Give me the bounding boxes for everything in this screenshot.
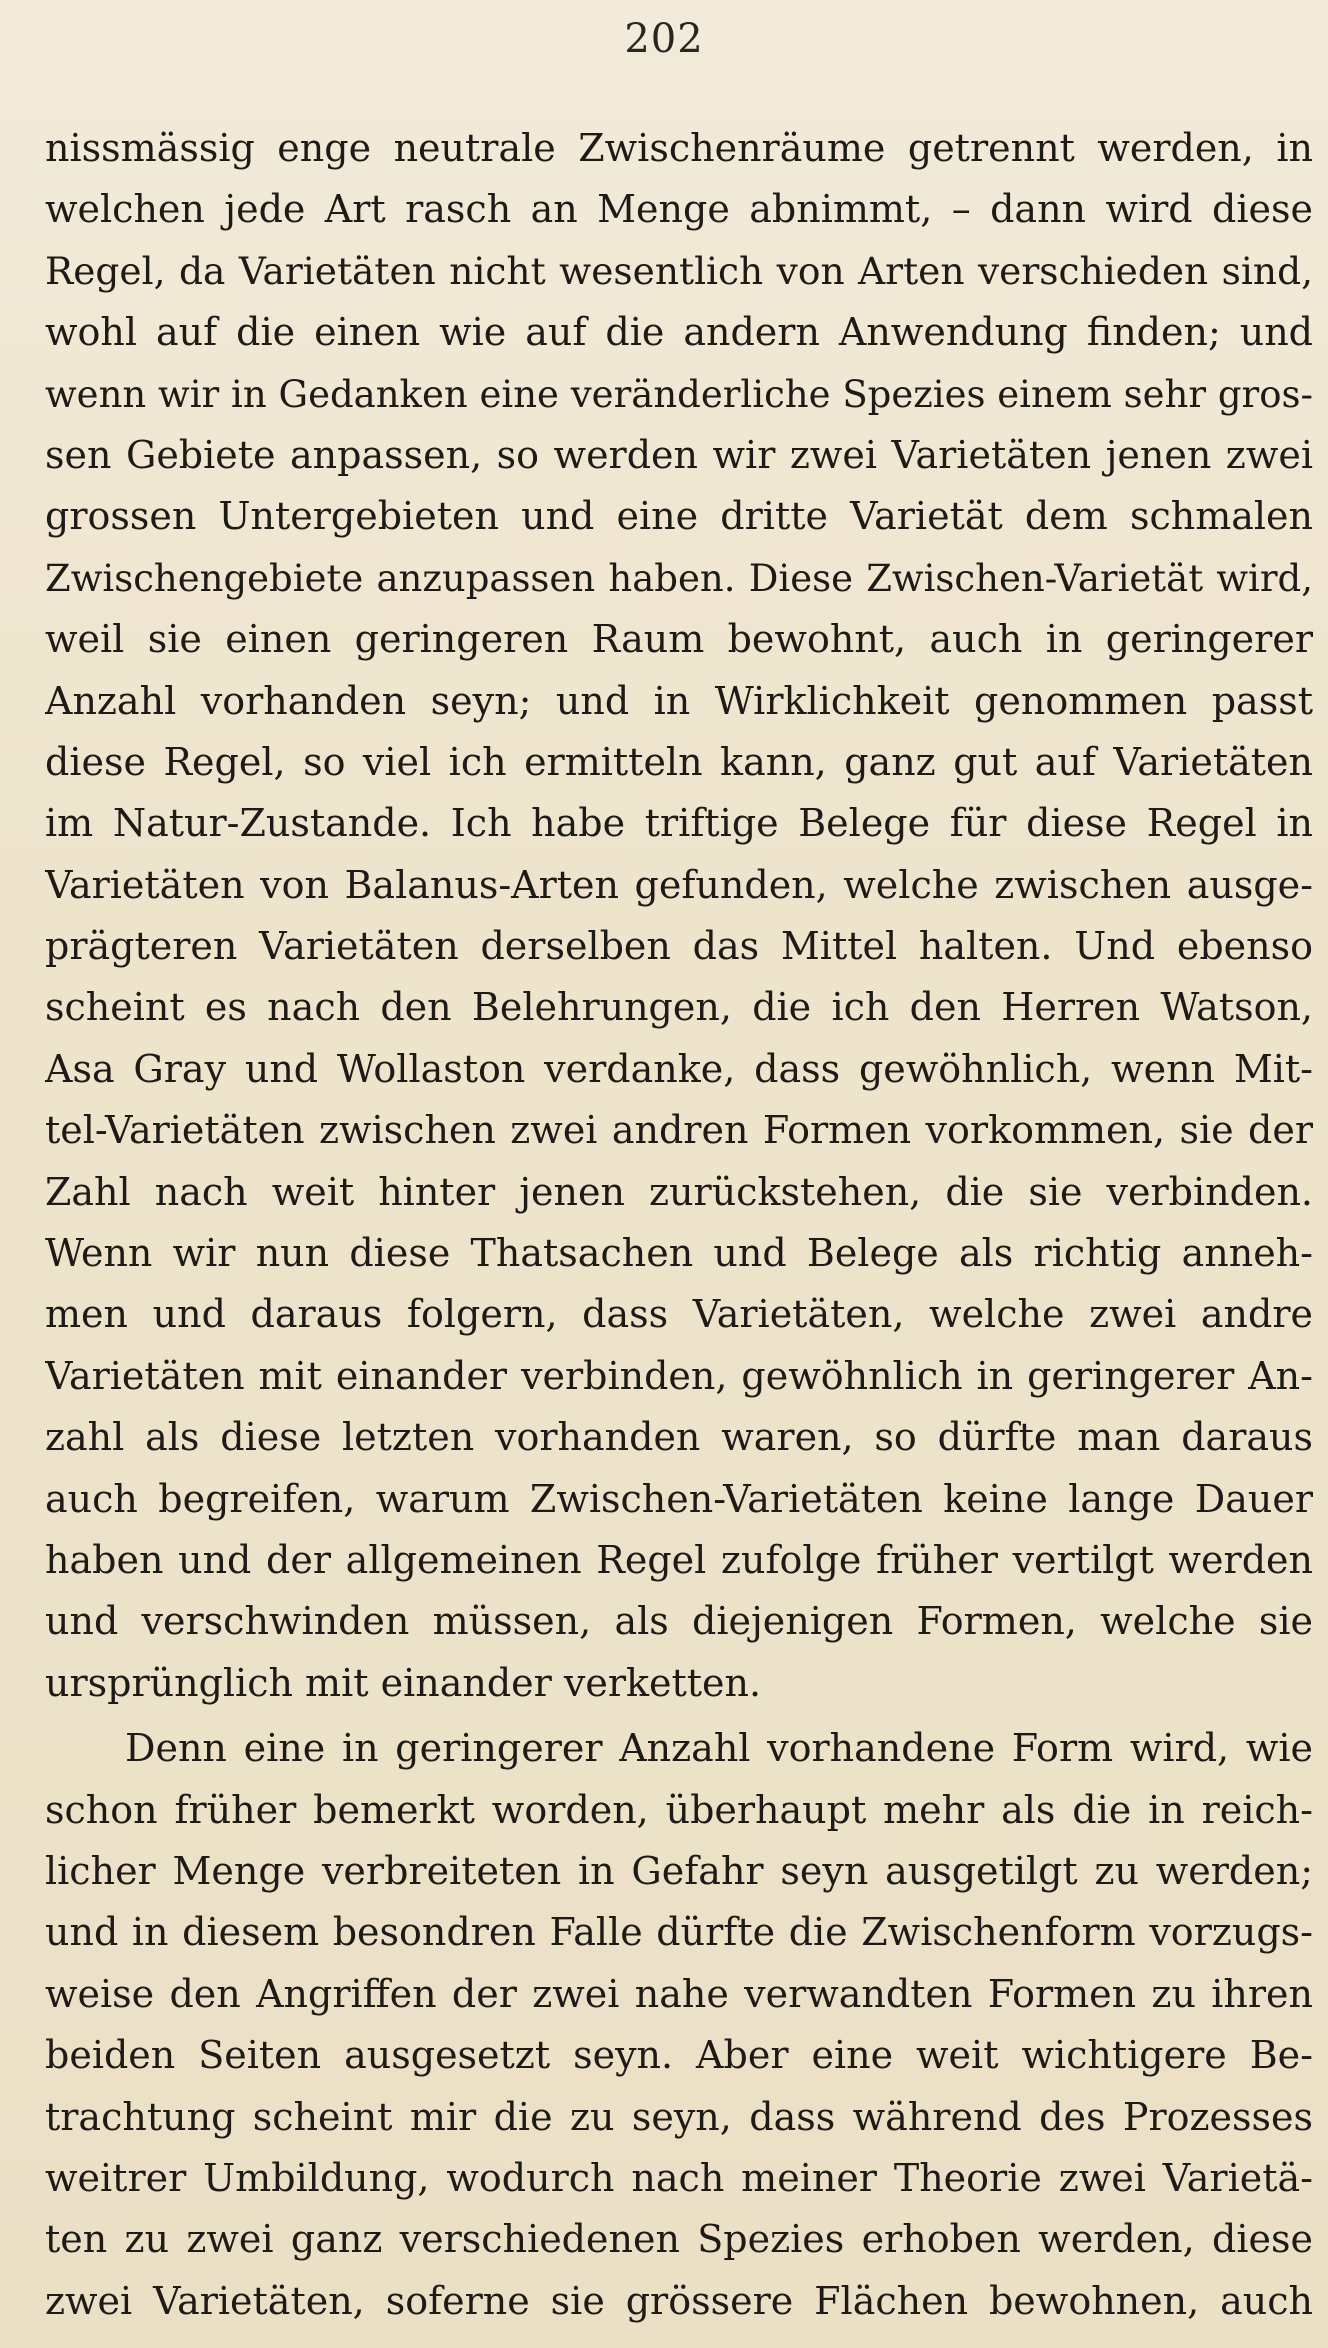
text-line: zahl als diese letzten vorhanden waren, so dürfte man daraus	[45, 1415, 1313, 1460]
text-line: Zahl nach weit hinter jenen zurückstehen, die sie verbinden.	[45, 1169, 1313, 1214]
page-number: 202	[624, 16, 704, 62]
text-line: sen Gebiete anpassen, so werden wir zwei Varietäten jenen zwei	[45, 432, 1313, 477]
text-line: im Natur-Zustande. Ich habe triftige Belege für diese Regel in	[45, 801, 1313, 846]
text-line: Zwischengebiete anzupassen haben. Diese Zwischen-Varietät wird,	[45, 556, 1313, 600]
text-line: und verschwinden müssen, als diejenigen Formen, welche sie	[45, 1599, 1313, 1644]
text-line: nissmässig enge neutrale Zwischenräume getrennt werden, in	[45, 126, 1313, 170]
text-line: schon früher bemerkt worden, überhaupt mehr als die in reich-	[45, 1787, 1313, 1832]
text-line: Varietäten mit einander verbinden, gewöhnlich in geringerer An-	[45, 1353, 1313, 1398]
text-line: weil sie einen geringeren Raum bewohnt, auch in geringerer	[45, 617, 1313, 662]
text-line: scheint es nach den Belehrungen, die ich den Herren Watson,	[45, 985, 1313, 1030]
text-line: zwei Varietäten, soferne sie grössere Flächen bewohnen, auch	[45, 2278, 1313, 2323]
text-line: Denn eine in geringerer Anzahl vorhandene Form wird, wie	[125, 1726, 1313, 1771]
body-text	[45, 118, 1313, 2332]
text-line: weise den Angriffen der zwei nahe verwandten Formen zu ihren	[45, 1971, 1313, 2016]
text-line: beiden Seiten ausgesetzt seyn. Aber eine weit wichtigere Be-	[45, 2033, 1313, 2078]
text-line: prägteren Varietäten derselben das Mittel halten. Und ebenso	[45, 924, 1313, 969]
text-line: tel-Varietäten zwischen zwei andren Formen vorkommen, sie der	[45, 1108, 1313, 1153]
text-line: Anzahl vorhanden seyn; und in Wirklichkeit genommen passt	[45, 678, 1313, 723]
text-line: Asa Gray und Wollaston verdanke, dass gewöhnlich, wenn Mit-	[45, 1046, 1313, 1091]
text-line: licher Menge verbreiteten in Gefahr seyn ausgetilgt zu werden;	[45, 1848, 1313, 1893]
text-line: Wenn wir nun diese Thatsachen und Belege als richtig anneh-	[45, 1231, 1313, 1276]
text-line: auch begreifen, warum Zwischen-Varietäten keine lange Dauer	[45, 1476, 1313, 1521]
text-line: wenn wir in Gedanken eine veränderliche Spezies einem sehr gros-	[45, 372, 1313, 416]
text-line: Varietäten von Balanus-Arten gefunden, welche zwischen ausge-	[45, 862, 1313, 907]
text-line: wohl auf die einen wie auf die andern Anwendung finden; und	[45, 310, 1313, 355]
text-line: ursprünglich mit einander verketten.	[45, 1660, 762, 1705]
text-line: welchen jede Art rasch an Menge abnimmt, – dann wird diese	[45, 187, 1313, 232]
text-line: und in diesem besondren Falle dürfte die Zwischenform vorzugs-	[45, 1910, 1313, 1955]
text-line: trachtung scheint mir die zu seyn, dass während des Prozesses	[45, 2094, 1313, 2139]
paragraph	[45, 1718, 1313, 2332]
text-line: weitrer Umbildung, wodurch nach meiner Theorie zwei Varietä-	[45, 2155, 1313, 2200]
text-line: men und daraus folgern, dass Varietäten, welche zwei andre	[45, 1292, 1313, 1337]
text-line: grossen Untergebieten und eine dritte Varietät dem schmalen	[45, 494, 1313, 539]
text-line: diese Regel, so viel ich ermitteln kann, ganz gut auf Varietäten	[45, 739, 1313, 784]
text-line: haben und der allgemeinen Regel zufolge früher vertilgt werden	[45, 1537, 1313, 1582]
text-line: ten zu zwei ganz verschiedenen Spezies erhoben werden, diese	[45, 2217, 1313, 2262]
text-line: Regel, da Varietäten nicht wesentlich von Arten verschieden sind,	[45, 248, 1313, 293]
paragraph	[45, 118, 1313, 1714]
